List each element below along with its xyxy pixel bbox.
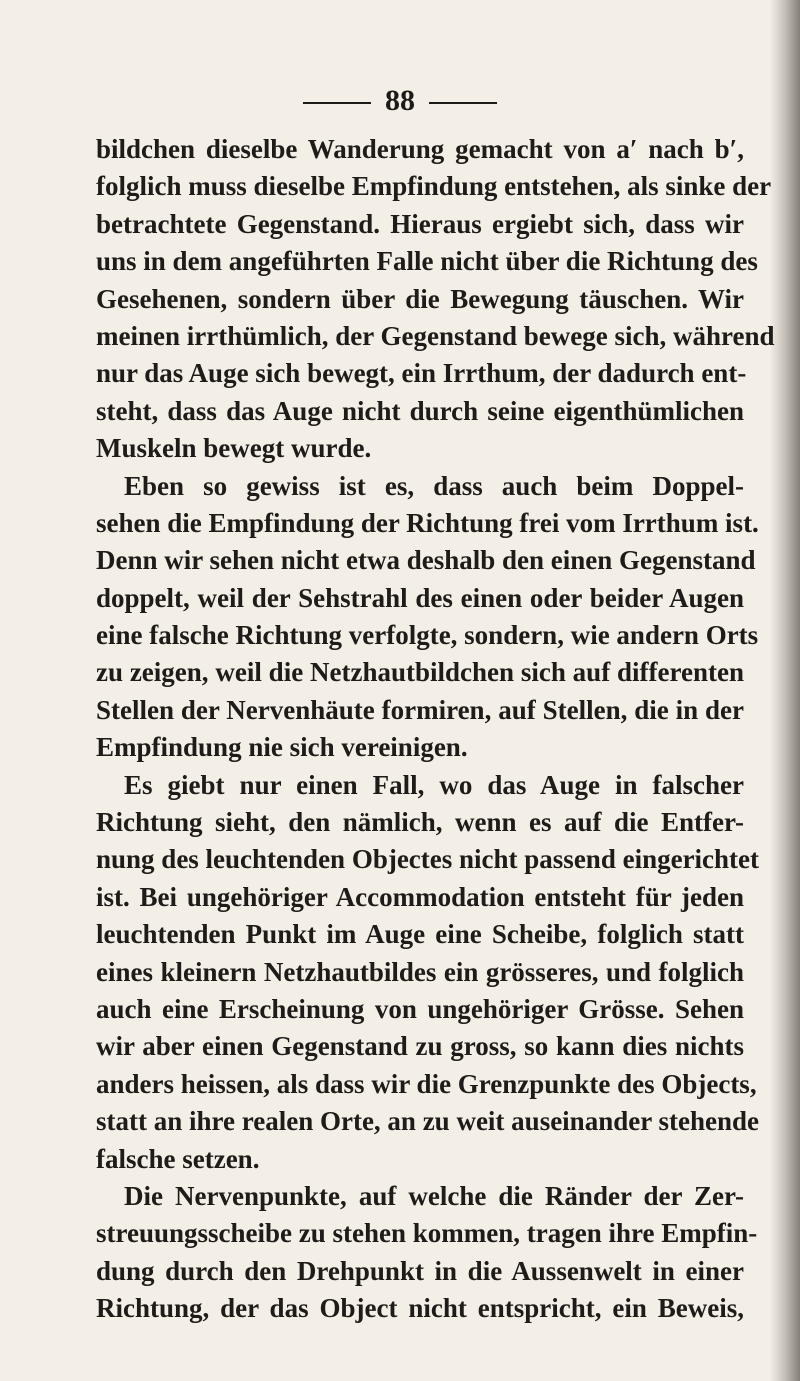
text-line: wir aber einen Gegenstand zu gross, so kann dies nichts	[96, 1031, 744, 1062]
text-line: Die Nervenpunkte, auf welche die Ränder der Zer-	[124, 1180, 744, 1211]
text-line: Denn wir sehen nicht etwa deshalb den einen Gegenstand	[96, 545, 756, 576]
header-rule-left	[303, 102, 371, 104]
text-line: anders heissen, als dass wir die Grenzpunkte des Objects,	[96, 1068, 757, 1099]
text-line: auch eine Erscheinung von ungehöriger Grösse. Sehen	[96, 993, 744, 1024]
text-line: leuchtenden Punkt im Auge eine Scheibe, folglich statt	[96, 919, 744, 950]
text-line: bildchen dieselbe Wanderung gemacht von a′ nach b′,	[96, 134, 744, 164]
text-line: statt an ihre realen Orte, an zu weit auseinander stehende	[96, 1106, 759, 1137]
text-line: steht, dass das Auge nicht durch seine eigenthümlichen	[96, 395, 744, 426]
text-line: falsche setzen.	[96, 1143, 260, 1174]
text-line: dung durch den Drehpunkt in die Aussenwelt in einer	[96, 1255, 744, 1286]
text-line: Es giebt nur einen Fall, wo das Auge in falscher	[124, 769, 744, 800]
header-rule-right	[429, 102, 497, 104]
text-line: eines kleinern Netzhautbildes ein grösseres, und folglich	[96, 956, 744, 987]
text-line: folglich muss dieselbe Empfindung entstehen, als sinke der	[96, 171, 772, 202]
text-line: ist. Bei ungehöriger Accommodation entsteht für jeden	[96, 881, 744, 912]
body-text	[96, 131, 775, 1328]
text-line: eine falsche Richtung verfolgte, sondern, wie andern Orts	[96, 620, 759, 651]
text-line: sehen die Empfindung der Richtung frei vom Irrthum ist.	[96, 507, 759, 538]
text-line: Eben so gewiss ist es, dass auch beim Doppel-	[124, 470, 744, 501]
text-line: doppelt, weil der Sehstrahl des einen oder beider Augen	[96, 582, 744, 613]
text-line: Gesehenen, sondern über die Bewegung täuschen. Wir	[96, 283, 744, 314]
text-line: Richtung sieht, den nämlich, wenn es auf die Entfer-	[96, 807, 744, 838]
text-line: Empfindung nie sich vereinigen.	[96, 732, 468, 763]
text-line: nur das Auge sich bewegt, ein Irrthum, der dadurch ent-	[96, 358, 747, 389]
text-line: uns in dem angeführten Falle nicht über die Richtung des	[96, 246, 758, 277]
text-line: nung des leuchtenden Objectes nicht passend eingerichtet	[96, 844, 760, 875]
text-line: zu zeigen, weil die Netzhautbildchen sich auf differenten	[96, 657, 744, 688]
page-header	[0, 86, 800, 116]
text-line: streuungsscheibe zu stehen kommen, tragen ihre Empfin-	[96, 1218, 758, 1249]
text-line: Muskeln bewegt wurde.	[96, 433, 372, 464]
text-line: Richtung, der das Object nicht entspricht, ein Beweis,	[96, 1293, 744, 1324]
text-line: Stellen der Nervenhäute formiren, auf Stellen, die in der	[96, 694, 744, 725]
text-line: betrachtete Gegenstand. Hieraus ergiebt sich, dass wir	[96, 208, 744, 239]
text-line: meinen irrthümlich, der Gegenstand bewege sich, während	[96, 320, 775, 351]
page-number: 88	[385, 84, 415, 117]
